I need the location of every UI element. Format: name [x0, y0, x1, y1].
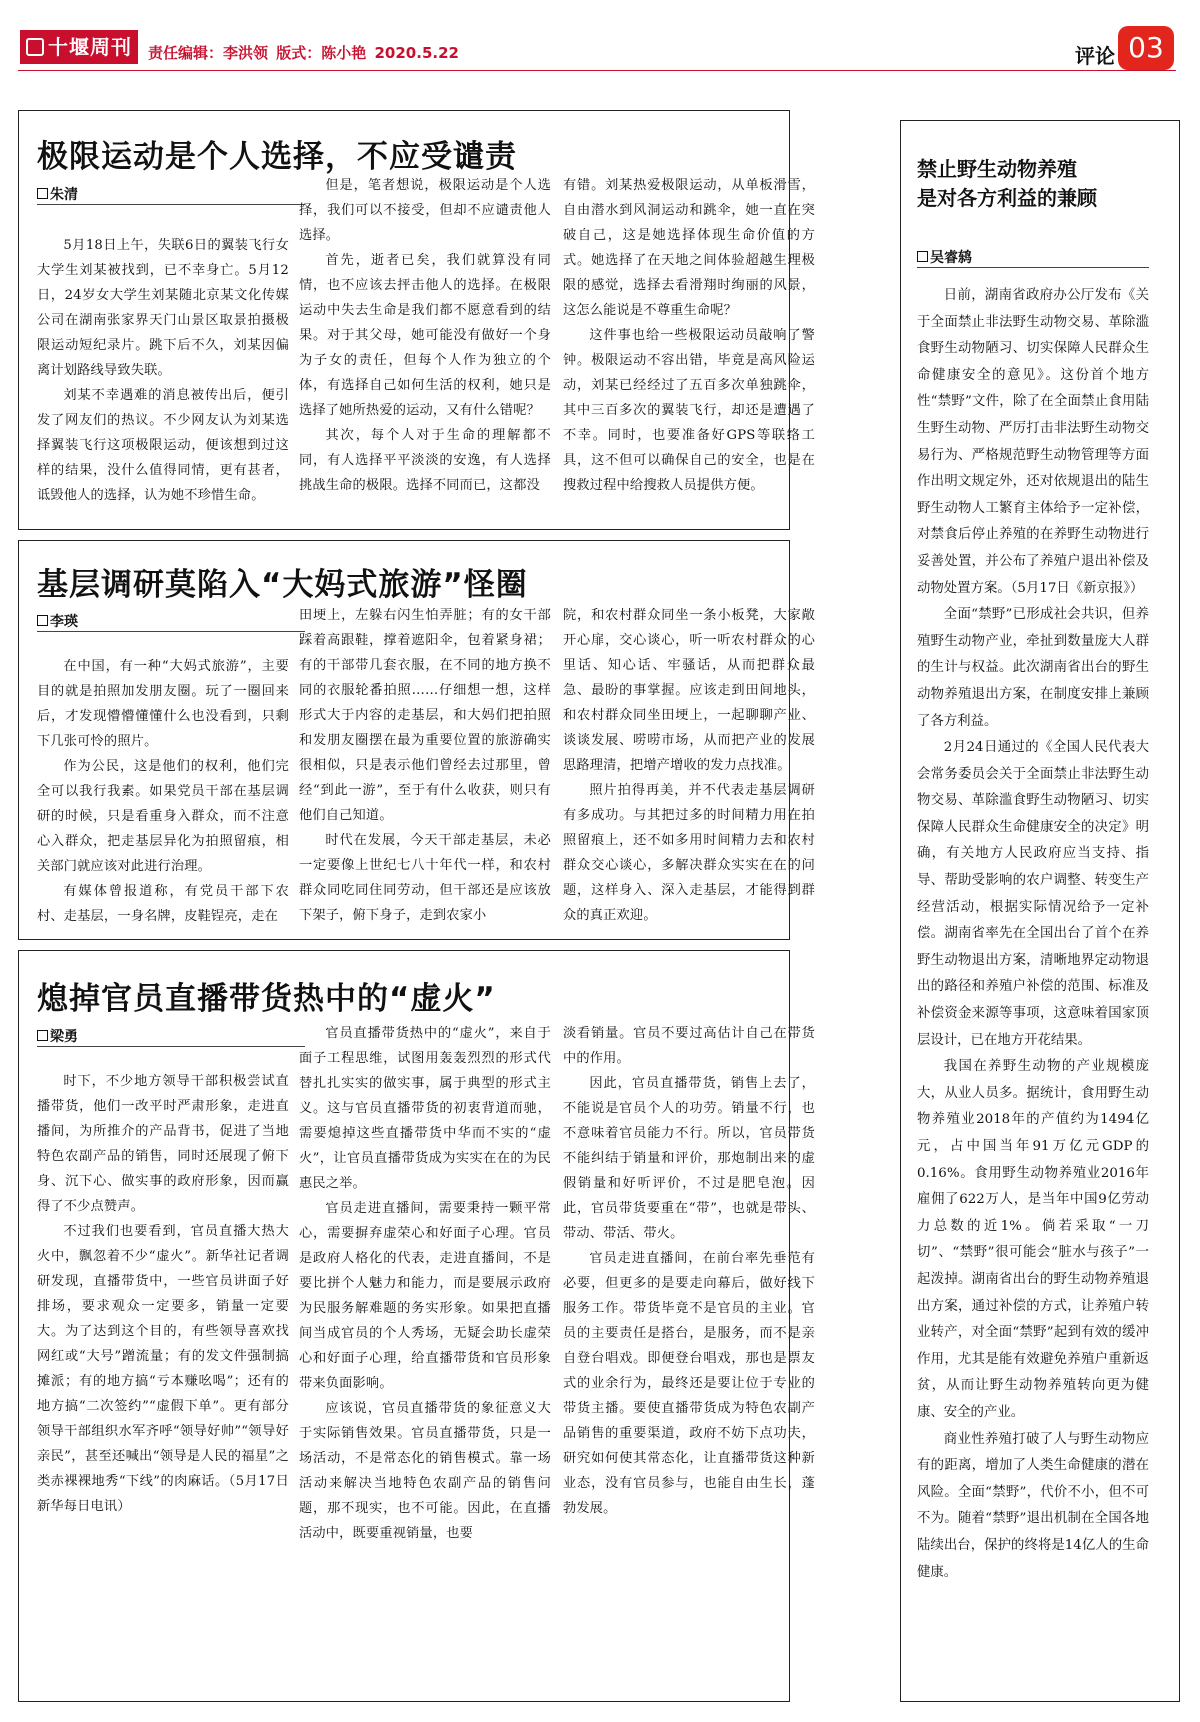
layout-credit: 版式：陈小艳 — [276, 44, 367, 62]
sidebar-headline-line: 是对各方利益的兼顾 — [917, 186, 1097, 210]
byline-author: 梁勇 — [50, 1029, 78, 1045]
issue-date: 2020.5.22 — [374, 44, 459, 62]
paragraph: 日前，湖南省政府办公厅发布《关于全面禁止非法野生动物交易、革除滥食野生动物陋习、切实保障人民群众生命健康安全的意见》。这份首个地方性“禁野”文件，除了在全面禁止食用陆生野生动物、严厉打击非法野生动物交易行为、严格规范野生动物管理等方面作出明文规定外，还对依规退出的陆生野生动物人工繁育主体给予一定补偿，对禁食后停止养殖的在养野生动物进行妥善处置，并公布了养殖户退出补偿及动物处置方案。（5月17日《新京报》） — [917, 288, 1149, 596]
paragraph: 首先，逝者已矣，我们就算没有同情，也不应该去抨击他人的选择。在极限运动中失去生命是我们都不愿意看到的结果。对于其父母，她可能没有做好一个身为子女的责任，但每个人作为独立的个体，有选择自己如何生活的权利，她只是选择了她所热爱的运动，又有什么错呢？ — [299, 253, 551, 418]
byline-square-icon — [37, 188, 48, 199]
page-number-badge: 03 — [1118, 26, 1174, 70]
paragraph: 全面“禁野”已形成社会共识，但养殖野生动物产业，牵扯到数量庞大人群的生计与权益。此次湖南省出台的野生动物养殖退出方案，在制度安排上兼顾了各方利益。 — [917, 607, 1149, 729]
paragraph: 有错。刘某热爱极限运动，从单板滑雪，自由潜水到风洞运动和跳伞，她一直在突破自己，这是她选择体现生命价值的方式。她选择了在天地之间体验超越生理极限的感觉，选择去看滑翔时绚丽的风景，这怎么能说是不尊重生命呢？ — [563, 178, 815, 318]
article-livestream-sales — [18, 950, 815, 1702]
paragraph: 淡看销量。官员不要过高估计自己在带货中的作用。 — [563, 1026, 815, 1066]
article-column — [37, 1069, 289, 1689]
article-column — [37, 654, 289, 926]
paragraph: 时代在发展，今天干部走基层，未必一定要像上世纪七八十年代一样，和农村群众同吃同住同劳动，但干部还是应该放下架子，俯下身子，走到农家小 — [299, 833, 551, 923]
page-header — [0, 0, 1200, 80]
paragraph: 刘某不幸遇难的消息被传出后，便引发了网友们的热议。不少网友认为刘某选择翼装飞行这项极限运动，便该想到过这样的结果，没什么值得同情，更有甚者，诋毁他人的选择，认为她不珍惜生命。 — [37, 388, 289, 503]
section-name: 评论 — [1075, 44, 1115, 68]
paragraph: 不过我们也要看到，官员直播大热大火中，飘忽着不少“虚火”。新华社记者调研发现，直播带货中，一些官员讲面子好排场，要求观众一定要多，销量一定要大。为了达到这个目的，有些领导喜欢找网红或“大号”蹭流量；有的发文件强制搞摊派；有的地方搞“亏本赚吆喝”；还有的地方搞“二次签约”“虚假下单”。更有部分领导干部组织水军齐呼“领导好帅”“领导好亲民”，甚至还喊出“领导是人民的福星”之类赤裸裸地秀“下线”的肉麻话。（5月17日新华每日电讯） — [37, 1224, 289, 1514]
article-byline — [37, 184, 305, 205]
article-column — [299, 1021, 551, 1689]
paragraph: 5月18日上午，失联6日的翼装飞行女大学生刘某被找到，已不幸身亡。5月12日，24岁女大学生刘某随北京某文化传媒公司在湖南张家界天门山景区取景拍摄极限运动短纪录片。跳下后不久，刘某因偏离计划路线导致失联。 — [37, 238, 289, 378]
article-column — [563, 603, 815, 926]
paragraph: 商业性养殖打破了人与野生动物应有的距离，增加了人类生命健康的潜在风险。全面“禁野”，代价不小，但不可不为。随着“禁野”退出机制在全国各地陆续出台，保护的终将是14亿人的生命健康。 — [917, 1431, 1149, 1580]
paragraph: 作为公民，这是他们的权利，他们完全可以我行我素。如果党员干部在基层调研的时候，只是看重身入群众，而不注意心入群众，把走基层异化为拍照留痕，相关部门就应该对此进行治理。 — [37, 759, 289, 874]
paragraph: 其次，每个人对于生命的理解都不同，有人选择平平淡淡的安逸，有人选择挑战生命的极限。选择不同而已，这都没 — [299, 428, 551, 493]
article-headline: 熄掉官员直播带货热中的“虚火” — [37, 981, 496, 1017]
sidebar-headline-line: 禁止野生动物养殖 — [917, 157, 1077, 181]
article-column — [37, 233, 289, 518]
article-column — [563, 1021, 815, 1689]
paragraph: 有媒体曾报道称，有党员干部下农村、走基层，一身名牌，皮鞋锃亮，走在 — [37, 884, 289, 924]
header-credits — [148, 42, 462, 63]
article-headline: 基层调研莫陷入“大妈式旅游”怪圈 — [37, 567, 528, 603]
article-byline — [37, 611, 305, 632]
paragraph: 官员走进直播间，在前台率先垂范有必要，但更多的是要走向幕后，做好线下服务工作。带货毕竟不是官员的主业。官员的主要责任是搭台，是服务，而不是亲自登台唱戏。即便登台唱戏，那也是票友式的业余行为，最终还是要让位于专业的带货主播。要使直播带货成为特色农副产品销售的重要渠道，政府不妨下点功夫，研究如何使其常态化，让直播带货这种新业态，没有官员参与，也能自由生长，蓬勃发展。 — [563, 1251, 815, 1516]
byline-square-icon — [917, 251, 928, 262]
byline-square-icon — [37, 1030, 48, 1041]
masthead-logo — [20, 30, 138, 64]
paragraph: 照片拍得再美，并不代表走基层调研有多成功。与其把过多的时间精力用在拍照留痕上，还不如多用时间精力去和农村群众交心谈心，多解决群众实实在在的问题，这样身入、深入走基层，才能得到群众的真正欢迎。 — [563, 783, 815, 923]
header-divider — [18, 70, 1176, 71]
paragraph: 院，和农村群众同坐一条小板凳，大家敞开心扉，交心谈心，听一听农村群众的心里话、知心话、牢骚话，从而把群众最急、最盼的事掌握。应该走到田间地头，和农村群众同坐田埂上，一起聊聊产业、谈谈发展、唠唠市场，从而把产业的发展思路理清，把增产增收的发力点找准。 — [563, 608, 815, 773]
paragraph: 因此，官员直播带货，销售上去了，不能说是官员个人的功劳。销量不行，也不意味着官员能力不行。所以，官员带货不能纠结于销量和评价，那炮制出来的虚假销量和好听评价，不过是肥皂泡。因此，官员带货要重在“带”，也就是带头、带动、带活、带火。 — [563, 1076, 815, 1241]
paragraph: 田埂上，左躲右闪生怕弄脏；有的女干部踩着高跟鞋，撑着遮阳伞，包着紧身裙；有的干部带几套衣服，在不同的地方换不同的衣服轮番拍照……仔细想一想，这样形式大于内容的走基层，和大妈们把拍照和发朋友圈摆在最为重要位置的旅游确实很相似，只是表示他们曾经去过那里，曾经“到此一游”，至于有什么收获，则只有他们自己知道。 — [299, 608, 551, 823]
editor-credit: 责任编辑：李洪领 — [148, 44, 269, 62]
masthead-title: 十堰周刊 — [48, 35, 132, 59]
paragraph: 应该说，官员直播带货的象征意义大于实际销售效果。官员直播带货，只是一场活动，不是常态化的销售模式。靠一场活动来解决当地特色农副产品的销售问题，那不现实，也不可能。因此，在直播活动中，既要重视销量，也要 — [299, 1401, 551, 1541]
article-extreme-sports — [18, 110, 815, 530]
paragraph: 2月24日通过的《全国人民代表大会常务委员会关于全面禁止非法野生动物交易、革除滥食野生动物陋习、切实保障人民群众生命健康安全的决定》明确，有关地方人民政府应当支持、指导、帮助受影响的农户调整、转变生产经营活动，根据实际情况给予一定补偿。湖南省率先在全国出台了首个在养野生动物退出方案，清晰地界定动物退出的路径和养殖户补偿的范围、标准及补偿资金来源等事项，这意味着国家顶层设计，已在地方开花结果。 — [917, 740, 1149, 1048]
byline-author: 朱清 — [50, 187, 78, 203]
article-headline: 极限运动是个人选择，不应受谴责 — [37, 139, 517, 175]
sidebar-article-wildlife — [900, 120, 1180, 1702]
article-column — [563, 173, 815, 518]
article-grassroots-research — [18, 540, 815, 940]
paragraph: 我国在养野生动物的产业规模庞大，从业人员多。据统计，食用野生动物养殖业2018年的产值约为1494亿元，占中国当年91万亿元GDP的0.16%。食用野生动物养殖业2016年雇佣了622万人，是当年中国9亿劳动力总数的近1%。倘若采取“一刀切”、“禁野”很可能会“脏水与孩子”一起泼掉。湖南省出台的野生动物养殖退出方案，通过补偿的方式，让养殖户转业转产，对全面“禁野”起到有效的缓冲作用，尤其是能有效避免养殖户重新返贫，从而让野生动物养殖转向更为健康、安全的产业。 — [917, 1059, 1149, 1420]
paragraph: 这件事也给一些极限运动员敲响了警钟。极限运动不容出错，毕竟是高风险运动，刘某已经经过了五百多次单独跳伞，其中三百多次的翼装飞行，却还是遭遇了不幸。同时，也要准备好GPS等联络工具，这不但可以确保自己的安全，也是在搜救过程中给搜救人员提供方便。 — [563, 328, 815, 493]
masthead-emblem-icon — [26, 38, 44, 56]
byline-author: 吴睿鸫 — [930, 250, 972, 266]
sidebar-headline — [917, 155, 1147, 213]
paragraph: 但是，笔者想说，极限运动是个人选择，我们可以不接受，但却不应谴责他人选择。 — [299, 178, 551, 243]
article-byline — [37, 1026, 305, 1047]
paragraph: 在中国，有一种“大妈式旅游”，主要目的就是拍照加发朋友圈。玩了一圈回来后，才发现懵懵懂懂什么也没看到，只剩下几张可怜的照片。 — [37, 659, 289, 749]
byline-square-icon — [37, 615, 48, 626]
paragraph: 官员直播带货热中的“虚火”，来自于面子工程思维，试图用轰轰烈烈的形式代替扎扎实实的做实事，属于典型的形式主义。这与官员直播带货的初衷背道而驰，需要熄掉这些直播带货中华而不实的“虚火”，让官员直播带货成为实实在在的为民惠民之举。 — [299, 1026, 551, 1191]
byline-author: 李瑛 — [50, 614, 78, 630]
paragraph: 官员走进直播间，需要秉持一颗平常心，需要摒弃虚荣心和好面子心理。官员是政府人格化的代表，走进直播间，不是要比拼个人魅力和能力，而是要展示政府为民服务解难题的务实形象。如果把直播间当成官员的个人秀场，无疑会助长虚荣心和好面子心理，给直播带货和官员形象带来负面影响。 — [299, 1201, 551, 1391]
sidebar-column — [917, 283, 1149, 1683]
article-column — [299, 603, 551, 926]
paragraph: 时下，不少地方领导干部积极尝试直播带货，他们一改平时严肃形象，走进直播间，为所推介的产品背书，促进了当地特色农副产品的销售，同时还展现了俯下身、沉下心、做实事的政府形象，因而赢得了不少点赞声。 — [37, 1074, 289, 1214]
sidebar-byline — [917, 247, 1149, 268]
article-column — [299, 173, 551, 518]
